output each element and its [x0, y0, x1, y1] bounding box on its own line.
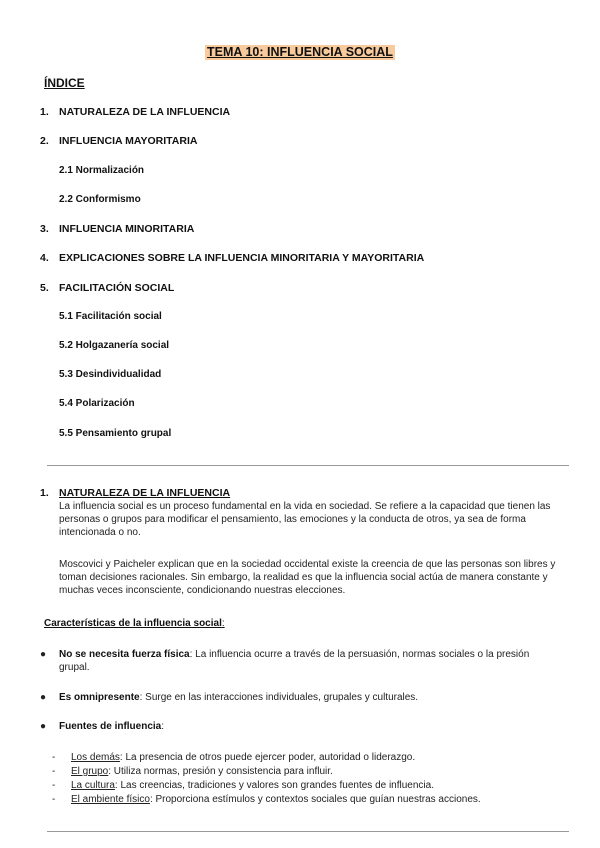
toc-item-1[interactable]: [40, 106, 230, 118]
bullet-body: [59, 648, 559, 674]
divider-line: [47, 465, 569, 466]
toc-item-4[interactable]: [40, 252, 424, 264]
toc-subitem-5-2[interactable]: 5.2 Holgazanería social: [59, 340, 170, 351]
toc-item-5[interactable]: [40, 282, 174, 294]
bullet-icon: ●: [40, 721, 47, 732]
bullet-text: : La influencia ocurre a través de la persuasión, normas sociales o la presión grupal.: [59, 649, 530, 673]
dash-icon: -: [52, 780, 56, 791]
bullet-icon: ●: [40, 649, 47, 660]
source-term: Los demás: [71, 752, 120, 763]
divider-line: [47, 831, 569, 832]
index-heading: ÍNDICE: [44, 76, 85, 90]
page-title: TEMA 10: INFLUENCIA SOCIAL: [207, 45, 393, 59]
source-list-item: [52, 751, 572, 764]
bullet-term: Fuentes de influencia: [59, 721, 162, 732]
toc-subitem-5-1[interactable]: 5.1 Facilitación social: [59, 311, 162, 322]
dash-icon: -: [52, 752, 56, 763]
toc-item-label: INFLUENCIA MINORITARIA: [59, 223, 195, 235]
section-1-paragraph-2: Moscovici y Paicheler explican que en la sociedad occidental existe la creencia de que las personas son libres y toman decisiones racionales. Sin embargo, la realidad es que la influencia social actúa de manera constante y muchas veces inconsciente, condicionando nuestras elecciones.: [59, 559, 556, 596]
toc-item-number: 5.: [40, 282, 49, 294]
source-text: : La presencia de otros puede ejercer poder, autoridad o liderazgo.: [119, 752, 416, 763]
source-text: : Proporciona estímulos y contextos sociales que guían nuestras acciones.: [149, 794, 481, 805]
characteristics-heading-colon: :: [221, 618, 225, 629]
toc-item-number: 2.: [40, 135, 49, 147]
bullet-term: No se necesita fuerza física: [59, 649, 190, 660]
toc-item-label: EXPLICACIONES SOBRE LA INFLUENCIA MINORITARIA Y MAYORITARIA: [59, 252, 425, 264]
toc-item-label: NATURALEZA DE LA INFLUENCIA: [59, 106, 231, 118]
source-term: La cultura: [71, 780, 115, 791]
toc-item-3[interactable]: [40, 223, 194, 235]
toc-item-label: FACILITACIÓN SOCIAL: [59, 282, 175, 294]
bullet-body: [59, 691, 559, 704]
toc-item-number: 1.: [40, 106, 49, 118]
source-term: El ambiente físico: [71, 794, 150, 805]
source-text: : Utiliza normas, presión y consistencia para influir.: [108, 766, 333, 777]
bullet-icon: ●: [40, 692, 47, 703]
dash-icon: -: [52, 794, 56, 805]
source-list-item: [52, 765, 572, 778]
source-term: El grupo: [71, 766, 109, 777]
characteristics-heading: [44, 618, 225, 629]
bullet-term: Es omnipresente: [59, 692, 140, 703]
toc-item-number: 4.: [40, 252, 49, 264]
dash-icon: -: [52, 766, 56, 777]
section-title: NATURALEZA DE LA INFLUENCIA: [59, 487, 231, 499]
bullet-text: : Surge en las interacciones individuales, grupales y culturales.: [139, 692, 419, 703]
source-text: : Las creencias, tradiciones y valores son grandes fuentes de influencia.: [114, 780, 434, 791]
toc-subitem-2-1[interactable]: 2.1 Normalización: [59, 165, 145, 176]
toc-subitem-5-5[interactable]: 5.5 Pensamiento grupal: [59, 428, 172, 439]
toc-item-label: INFLUENCIA MAYORITARIA: [59, 135, 198, 147]
bullet-text: :: [161, 721, 165, 732]
toc-item-2[interactable]: [40, 135, 197, 147]
section-1-heading: [40, 487, 230, 499]
title-wrapper: [0, 43, 600, 61]
section-number: 1.: [40, 487, 49, 499]
source-list-item: [52, 779, 572, 792]
section-1-paragraph-1: La influencia social es un proceso fundamental en la vida en sociedad. Se refiere a la capacidad que tienen las personas o grupos para modificar el pensamiento, las emociones y la conducta de otros, ya sea de forma intencionada o no.: [59, 501, 551, 538]
source-list-item: [52, 793, 572, 806]
toc-subitem-2-2[interactable]: 2.2 Conformismo: [59, 194, 141, 205]
toc-subitem-5-3[interactable]: 5.3 Desindividualidad: [59, 369, 162, 380]
toc-item-number: 3.: [40, 223, 49, 235]
characteristics-heading-text: Características de la influencia social: [44, 618, 222, 629]
toc-subitem-5-4[interactable]: 5.4 Polarización: [59, 398, 135, 409]
bullet-body: [59, 720, 559, 733]
